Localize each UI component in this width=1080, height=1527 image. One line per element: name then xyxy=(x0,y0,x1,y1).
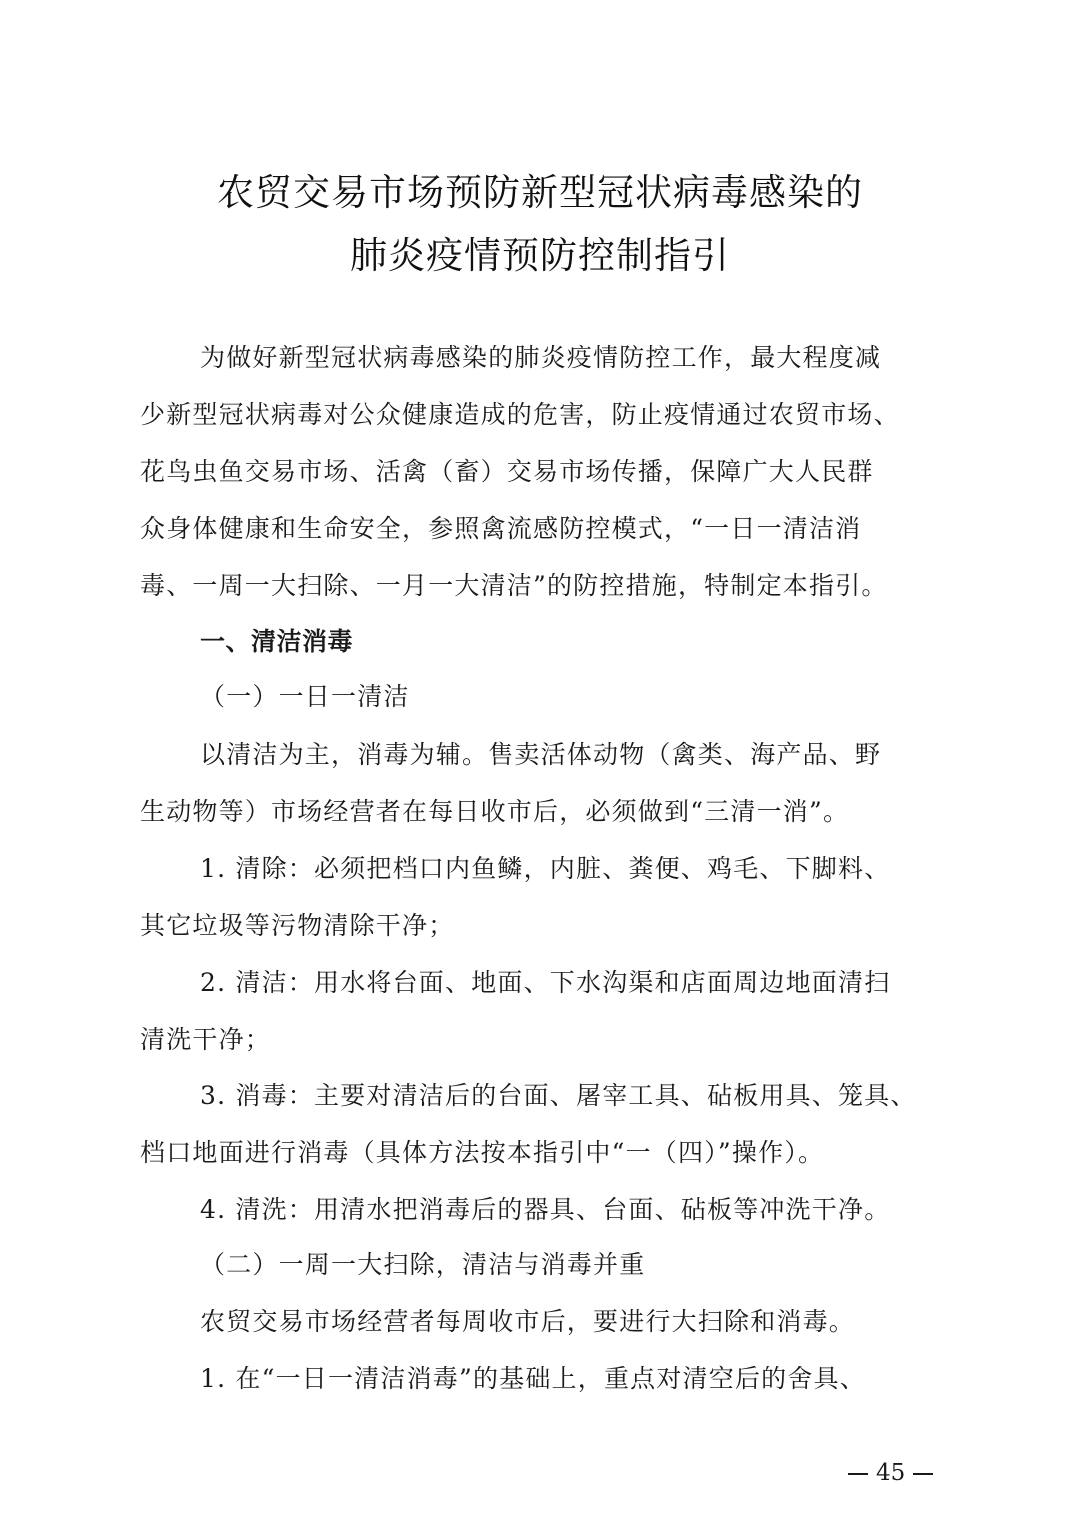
list-item-clear-cont: 其它垃圾等污物清除干净； xyxy=(140,911,455,940)
intro-line-2: 少新型冠状病毒对公众健康造成的危害，防止疫情通过农贸市场、 xyxy=(140,400,900,429)
paragraph-line: 农贸交易市场经营者每周收市后，要进行大扫除和消毒。 xyxy=(200,1307,856,1336)
list-item-disinfect: 3. 消毒：主要对清洁后的台面、屠宰工具、砧板用具、笼具、 xyxy=(200,1081,917,1110)
list-item-disinfect-cont: 档口地面进行消毒（具体方法按本指引中“一（四）”操作）。 xyxy=(140,1138,825,1167)
page-number-footer xyxy=(840,1458,940,1488)
footer-dash-left xyxy=(848,1473,868,1475)
list-item-weekly-1: 1. 在“一日一清洁消毒”的基础上，重点对清空后的舍具、 xyxy=(200,1364,866,1393)
intro-line-4: 众身体健康和生命安全，参照禽流感防控模式，“一日一清洁消 xyxy=(140,514,862,543)
intro-line-5: 毒、一周一大扫除、一月一大清洁”的防控措施，特制定本指引。 xyxy=(140,571,888,600)
section-heading-cleaning-disinfection: 一、清洁消毒 xyxy=(200,627,354,656)
document-title-line-2: 肺炎疫情预防控制指引 xyxy=(350,234,730,277)
page-number: 45 xyxy=(876,1460,906,1486)
intro-line-3: 花鸟虫鱼交易市场、活禽（畜）交易市场传播，保障广大人民群 xyxy=(140,457,874,486)
intro-line-1: 为做好新型冠状病毒感染的肺炎疫情防控工作，最大程度减 xyxy=(200,343,882,372)
paragraph-line: 以清洁为主，消毒为辅。售卖活体动物（禽类、海产品、野 xyxy=(200,740,882,769)
document-title-line-1: 农贸交易市场预防新型冠状病毒感染的 xyxy=(217,171,863,214)
subsection-heading-daily-clean: （一）一日一清洁 xyxy=(200,682,410,711)
list-item-clean: 2. 清洁：用水将台面、地面、下水沟渠和店面周边地面清扫 xyxy=(200,968,891,997)
list-item-clear: 1. 清除：必须把档口内鱼鳞，内脏、粪便、鸡毛、下脚料、 xyxy=(200,854,891,883)
paragraph-line: 生动物等）市场经营者在每日收市后，必须做到“三清一消”。 xyxy=(140,797,850,826)
list-item-rinse: 4. 清洗：用清水把消毒后的器具、台面、砧板等冲洗干净。 xyxy=(200,1195,891,1224)
subsection-heading-weekly-cleanup: （二）一周一大扫除，清洁与消毒并重 xyxy=(200,1250,646,1279)
list-item-clean-cont: 清洗干净； xyxy=(140,1025,272,1054)
footer-dash-right xyxy=(913,1473,933,1475)
